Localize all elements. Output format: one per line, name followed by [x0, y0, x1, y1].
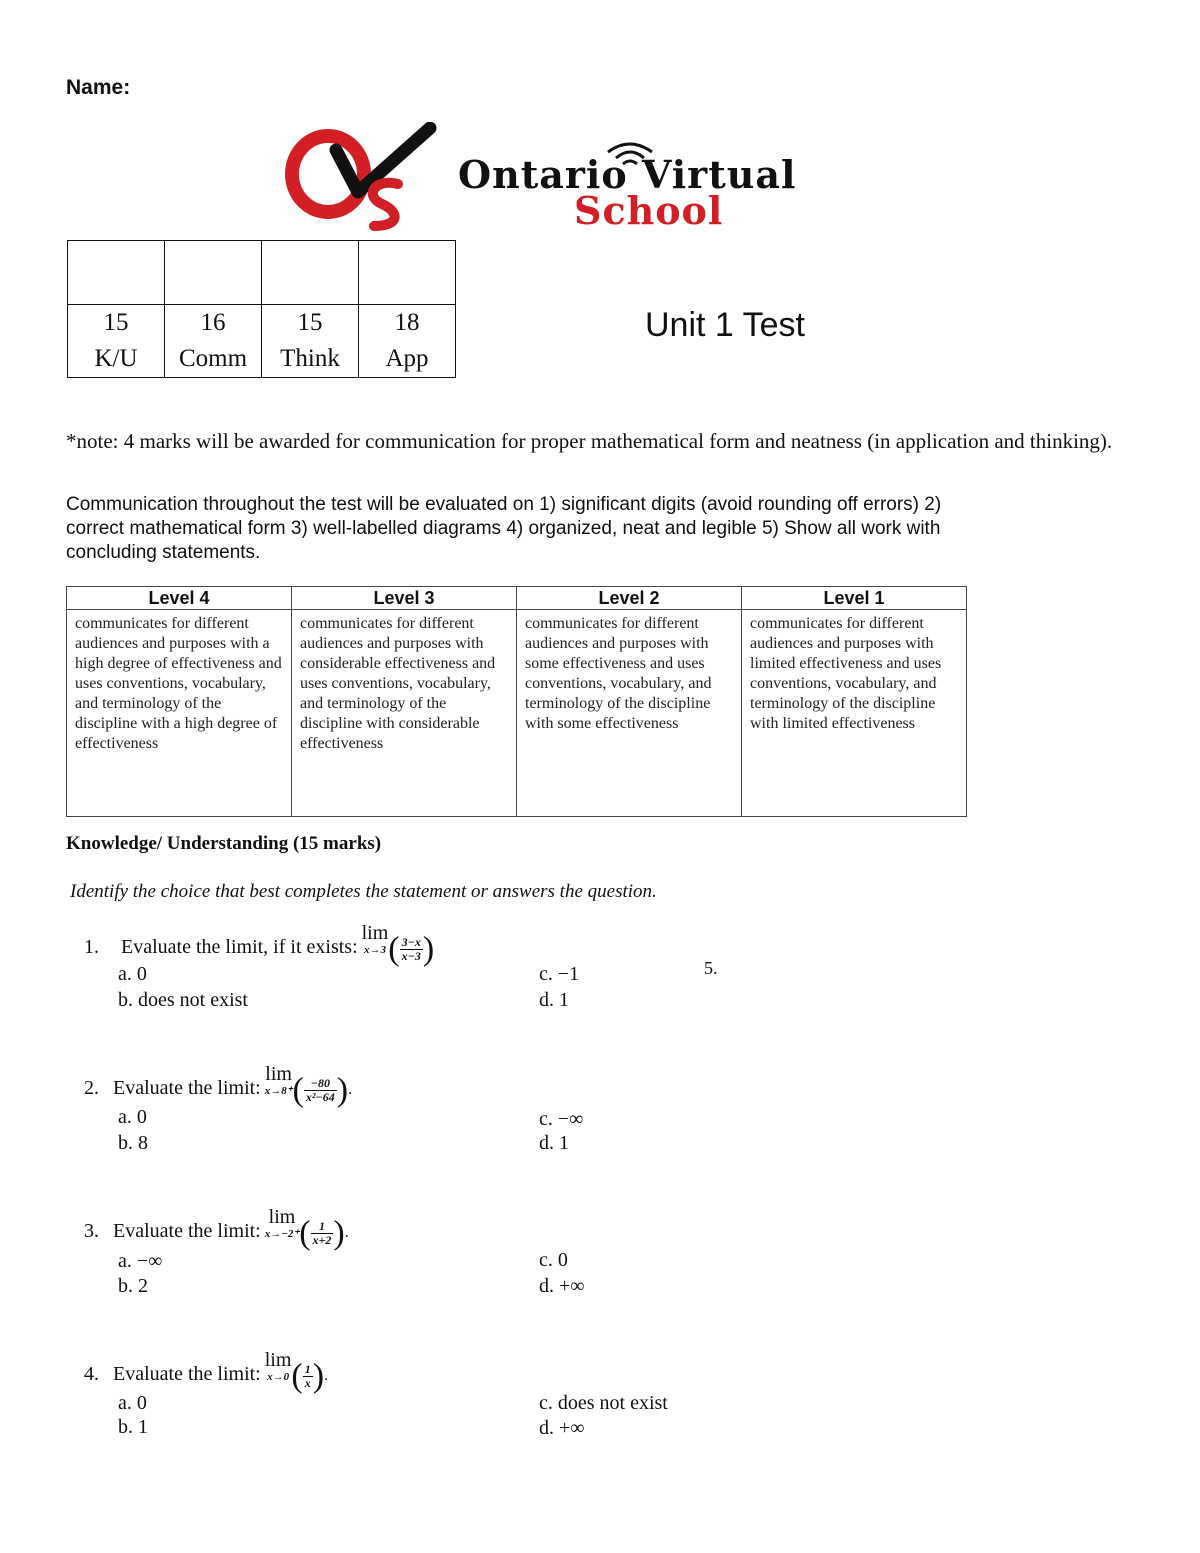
- question-1-option-b[interactable]: b. does not exist: [118, 989, 248, 1011]
- question-3-option-c[interactable]: c. 0: [539, 1249, 568, 1271]
- marks-cell-ku[interactable]: [68, 241, 165, 305]
- marks-cell-app[interactable]: [359, 241, 456, 305]
- section-instruction: Identify the choice that best completes the statement or answers the question.: [70, 881, 657, 902]
- rubric-level-4-text: communicates for different audiences and purposes with a high degree of effectiveness and uses conventions, vocabulary, and terminology of the discipline with a high degree of effectiveness: [67, 610, 292, 817]
- question-3: 3. Evaluate the limit: lim x→−2⁺ ( $\frac{1}{x+2}$ ).: [84, 1206, 349, 1252]
- limit-expression: lim x→0: [264, 1349, 292, 1383]
- limit-expression: lim x→8⁺: [264, 1063, 293, 1097]
- marks-cell-think[interactable]: [262, 241, 359, 305]
- marks-cell-comm[interactable]: [165, 241, 262, 305]
- question-3-option-d[interactable]: d. +∞: [539, 1275, 585, 1297]
- question-2-option-b[interactable]: b. 8: [118, 1132, 148, 1154]
- question-1-option-d[interactable]: d. 1: [539, 989, 569, 1011]
- communication-rubric: [66, 586, 967, 817]
- question-1-option-a[interactable]: a. 0: [118, 963, 147, 985]
- question-4-option-c[interactable]: c. does not exist: [539, 1392, 668, 1414]
- rubric-level-3-header: Level 3: [292, 587, 517, 610]
- name-label: Name:: [66, 76, 131, 99]
- question-3-option-b[interactable]: b. 2: [118, 1275, 148, 1297]
- limit-expression: lim x→−2⁺: [264, 1206, 300, 1240]
- logo-text-ontario-virtual: Ontario Virtual: [458, 152, 797, 197]
- question-3-option-a[interactable]: a. −∞: [118, 1250, 163, 1272]
- limit-expression: lim x→3: [361, 922, 389, 956]
- ovs-logo-icon: [278, 122, 438, 232]
- question-4: 4. Evaluate the limit: lim x→0 ( $\frac{1}{x}$ ).: [84, 1349, 329, 1395]
- marks-total-app: 18 App: [359, 305, 456, 378]
- marks-total-comm: 16 Comm: [165, 305, 262, 378]
- rubric-level-4-header: Level 4: [67, 587, 292, 610]
- question-4-option-d[interactable]: d. +∞: [539, 1417, 585, 1439]
- logo-text-school: School: [574, 188, 724, 233]
- marks-total-think: 15 Think: [262, 305, 359, 378]
- question-2-option-c[interactable]: c. −∞: [539, 1108, 584, 1130]
- stray-number: 5.: [704, 958, 718, 978]
- marks-table: [67, 240, 456, 378]
- rubric-level-1-text: communicates for different audiences and purposes with limited effectiveness and uses conventions, vocabulary, and terminology of the discipline with limited effectiveness: [742, 610, 967, 817]
- school-logo: [278, 122, 908, 232]
- marks-note: *note: 4 marks will be awarded for communication for proper mathematical form and neatness (in application and thinking).: [66, 429, 1113, 453]
- question-1-option-c[interactable]: c. −1: [539, 963, 580, 985]
- question-1: 1. Evaluate the limit, if it exists: lim x→3 ( $\frac{3-x}{x-3}$ ): [84, 922, 435, 968]
- question-2-option-a[interactable]: a. 0: [118, 1106, 147, 1128]
- communication-criteria: Communication throughout the test will be evaluated on 1) significant digits (avoid rounding off errors) 2) correct mathematical form 3) well-labelled diagrams 4) organized, neat and legible 5) Show all work with concluding statements.: [66, 494, 942, 563]
- question-2: 2. Evaluate the limit: lim x→8⁺ ( $\frac{-80}{\text{x²−64}}$ ).: [84, 1063, 353, 1109]
- rubric-level-2-header: Level 2: [517, 587, 742, 610]
- page-title: Unit 1 Test: [645, 306, 806, 344]
- rubric-level-1-header: Level 1: [742, 587, 967, 610]
- rubric-level-3-text: communicates for different audiences and purposes with considerable effectiveness and uses conventions, vocabulary, and terminology of the discipline with considerable effectiveness: [292, 610, 517, 817]
- marks-total-ku: 15 K/U: [68, 305, 165, 378]
- section-heading: Knowledge/ Understanding (15 marks): [66, 833, 382, 854]
- rubric-level-2-text: communicates for different audiences and purposes with some effectiveness and uses conventions, vocabulary, and terminology of the discipline with some effectiveness: [517, 610, 742, 817]
- question-4-option-a[interactable]: a. 0: [118, 1392, 147, 1414]
- question-2-option-d[interactable]: d. 1: [539, 1132, 569, 1154]
- question-4-option-b[interactable]: b. 1: [118, 1416, 148, 1438]
